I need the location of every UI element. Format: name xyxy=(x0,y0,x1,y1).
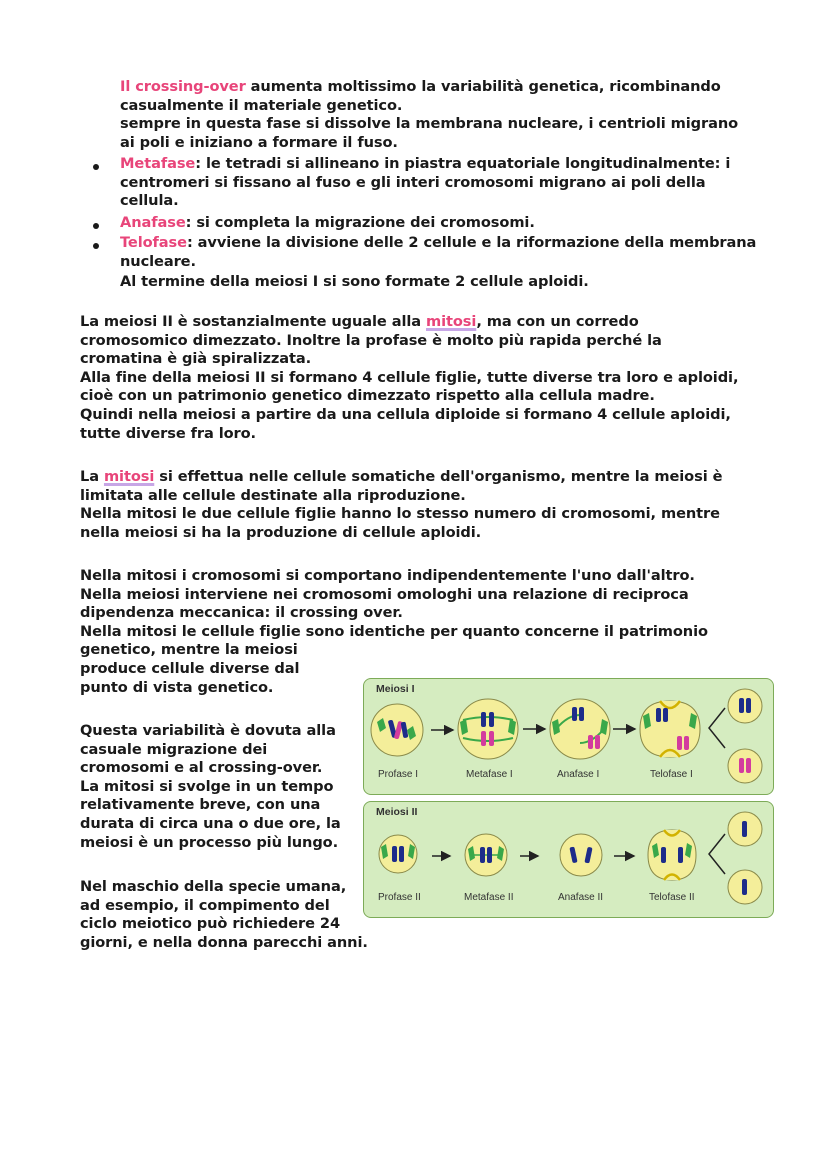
paragraph-meiosi-2: La meiosi II è sostanzialmente uguale alla mitosi, ma con un corredo cromosomico dimezzato. Inoltre la profase è molto più rapida perché la cromatina è già spiralizzata. Alla fine della meiosi II si formano 4 cellule figlie, tutte diverse tra loro e aploidi, cioè con un patrimonio genetico dimezzato rispetto alla cellula madre. Quindi nella meiosi a partire da una cellula diploide si formano 4 cellule aploidi, tutte diverse fra loro. xyxy=(80,313,739,442)
cell-profase-1 xyxy=(371,704,423,756)
meiosi-1-title: Meiosi I xyxy=(376,683,415,695)
term-anafase: Anafase xyxy=(120,214,186,231)
cell-profase-2 xyxy=(379,835,417,873)
split-arrow xyxy=(709,834,725,874)
result-cell-2 xyxy=(728,749,762,783)
term-telofase: Telofase xyxy=(120,234,187,251)
result-cell-3 xyxy=(728,812,762,846)
paragraph-variabilita: Questa variabilità è dovuta alla casuale migrazione dei cromosomi e al crossing-over. La mitosi si svolge in un tempo relativamente breve, con una durata di circa una o due ore, la meiosi è un processo più lungo. xyxy=(80,722,341,851)
result-cell-4 xyxy=(728,870,762,904)
paragraph-confronto: Nella mitosi i cromosomi si comportano indipendentemente l'uno dall'altro. Nella meiosi interviene nei cromosomi omologhi una relazione di reciproca dipendenza meccanica: il crossing over. Nella mitosi le cellule figlie sono identiche per quanto concerne il patrimonio genetico, mentre la meiosi produce cellule diverse dal punto di vista genetico. xyxy=(80,567,708,696)
stage-label: Telofase II xyxy=(649,892,695,903)
stage-label: Anafase II xyxy=(558,892,604,903)
link-mitosi: mitosi xyxy=(103,468,155,485)
cell-metafase-2 xyxy=(465,834,507,876)
paragraph-tempi: Nel maschio della specie umana, ad esempio, il compimento del ciclo meiotico può richiedere 24 giorni, e nella donna parecchi anni. xyxy=(80,878,368,951)
cell-metafase-1 xyxy=(458,699,518,759)
conclusion-meiosi-1: Al termine della meiosi I si sono formate 2 cellule aploidi. xyxy=(120,273,589,290)
stage-label: Profase I xyxy=(378,769,419,780)
paragraph-mitosi-somatiche: La mitosi si effettua nelle cellule somatiche dell'organismo, mentre la meiosi è limitata alle cellule destinate alla riproduzione. Nella mitosi le due cellule figlie hanno lo stesso numero di cromosomi, mentre nella meiosi si ha la produzione di cellule aploidi. xyxy=(80,468,723,541)
term-metafase: Metafase xyxy=(120,155,196,172)
link-mitosi: mitosi xyxy=(426,313,477,330)
stage-label: Profase II xyxy=(378,892,421,903)
split-arrow xyxy=(709,708,725,748)
result-cell-1 xyxy=(728,689,762,723)
meiosi-2-title: Meiosi II xyxy=(376,806,418,818)
bullet-anafase: Anafase: si completa la migrazione dei cromosomi. xyxy=(120,214,535,231)
bullet-metafase: Metafase: le tetradi si allineano in piastra equatoriale longitudinalmente: i centromeri si fissano al fuso e gli interi cromosomi migrano ai poli della cellula. xyxy=(120,155,731,210)
paragraph-crossing-over: Il crossing-over aumenta moltissimo la variabilità genetica, ricombinando casualmente il materiale genetico. sempre in questa fase si dissolve la membrana nucleare, i centrioli migrano ai poli e iniziano a formare il fuso. xyxy=(120,78,739,151)
cell-telofase-1 xyxy=(640,701,700,757)
cell-anafase-1 xyxy=(550,699,610,759)
bullet-telofase: Telofase: avviene la divisione delle 2 cellule e la riformazione della membrana nucleare. xyxy=(120,234,757,270)
cell-anafase-2 xyxy=(560,834,602,876)
term-crossing-over: Il crossing-over xyxy=(120,78,246,95)
stage-label: Telofase I xyxy=(650,769,693,780)
stage-label: Metafase I xyxy=(466,769,513,780)
cell-telofase-2 xyxy=(648,830,696,880)
stage-label: Anafase I xyxy=(557,769,600,780)
stage-label: Metafase II xyxy=(464,892,514,903)
